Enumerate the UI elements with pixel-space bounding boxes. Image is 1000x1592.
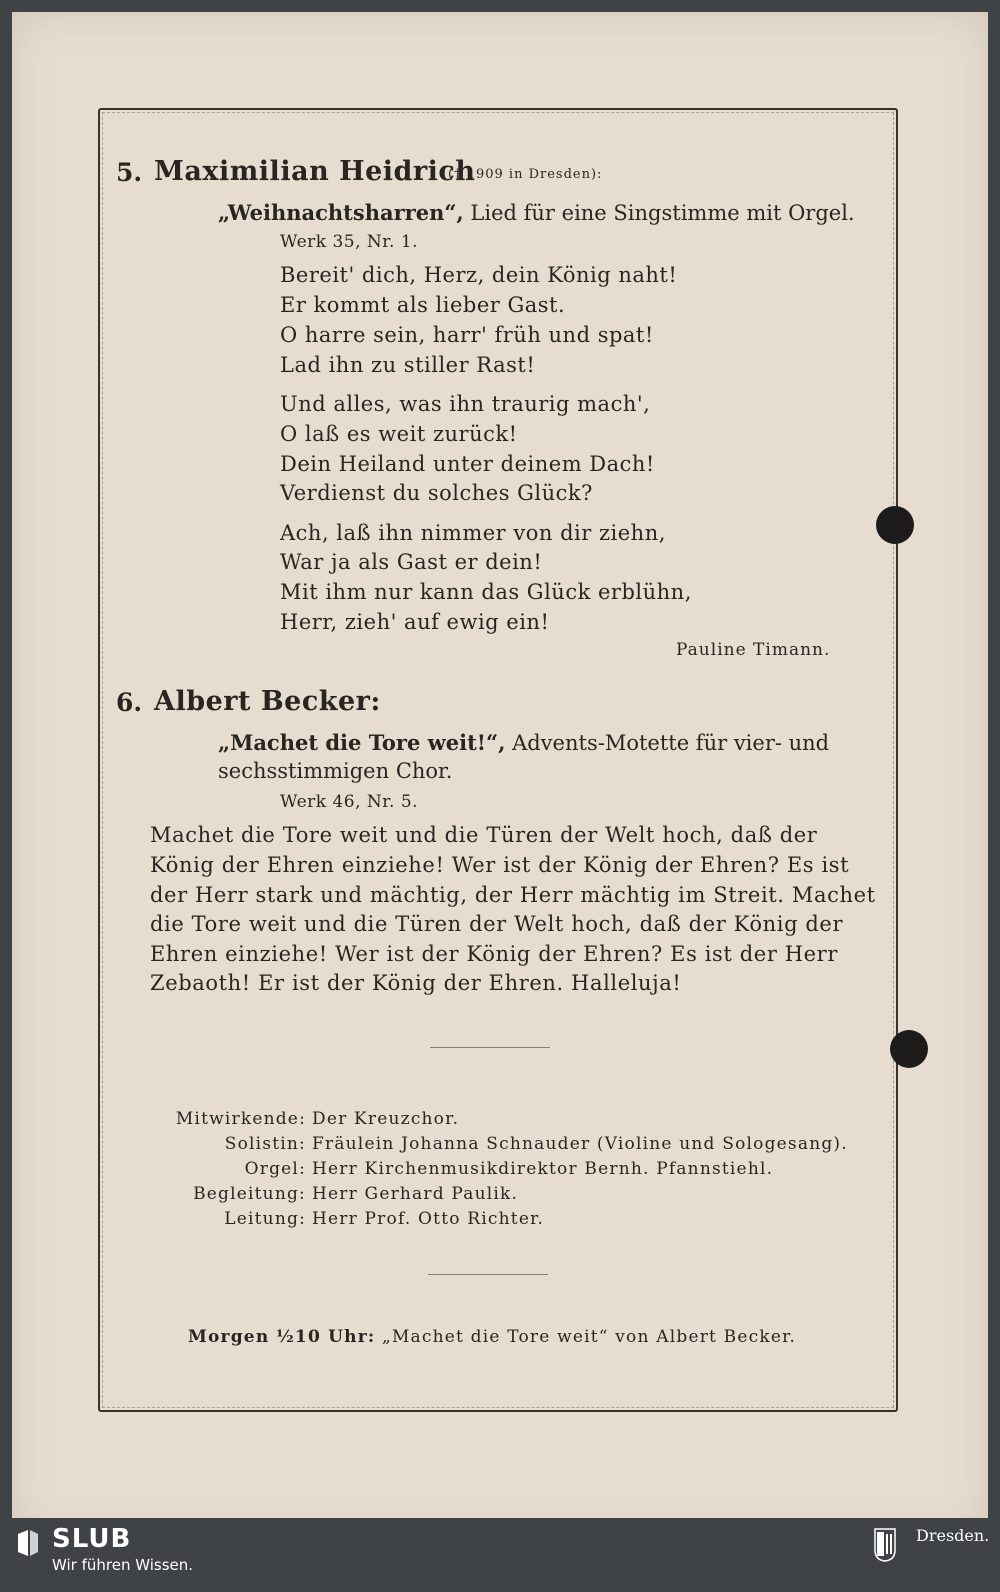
divider (430, 1047, 550, 1048)
verse-line: Herr, zieh' auf ewig ein! (280, 610, 550, 634)
slub-logo-icon (16, 1528, 40, 1558)
announcement-text: „Machet die Tore weit“ von Albert Becker. (381, 1327, 797, 1347)
opus-number: Werk 46, Nr. 5. (280, 792, 419, 812)
verse-line: Ach, laß ihn nimmer von dir ziehn, (280, 521, 666, 545)
work-title-line (218, 730, 829, 755)
work-title: „Machet die Tore weit!“, (218, 730, 506, 755)
announcement (188, 1327, 796, 1347)
verse-line: O harre sein, harr' früh und spat! (280, 323, 654, 347)
motet-text-line: der Herr stark und mächtig, der Herr mächtig im Streit. Machet (150, 883, 876, 907)
motet-text-line: Machet die Tore weit und die Türen der Welt hoch, daß der (150, 823, 818, 847)
credit-label: Solistin: (224, 1134, 306, 1154)
section-number: 5. (116, 158, 143, 187)
library-name: SLUB (52, 1524, 132, 1554)
library-tagline: Wir führen Wissen. (52, 1556, 194, 1574)
credit-label: Leitung: (224, 1209, 306, 1229)
work-title-line (218, 200, 855, 225)
verse-line: Er kommt als lieber Gast. (280, 293, 566, 317)
credit-value: Der Kreuzchor. (312, 1109, 460, 1129)
work-subtitle-continued: sechsstimmigen Chor. (218, 759, 453, 783)
footer-bar (0, 1518, 1000, 1592)
composer-note: († 1909 in Dresden): (448, 167, 603, 182)
section-number: 6. (116, 688, 143, 717)
city-crest-icon (874, 1528, 896, 1562)
verse-line: Dein Heiland unter deinem Dach! (280, 452, 655, 476)
verse-line: Mit ihm nur kann das Glück erblühn, (280, 580, 692, 604)
credit-label: Orgel: (244, 1159, 306, 1179)
credit-value: Herr Gerhard Paulik. (312, 1184, 519, 1204)
verse-line: Lad ihn zu stiller Rast! (280, 353, 536, 377)
motet-text-line: Zebaoth! Er ist der König der Ehren. Halleluja! (150, 971, 682, 995)
credit-label: Begleitung: (193, 1184, 306, 1204)
motet-text-line: König der Ehren einziehe! Wer ist der König der Ehren? Es ist (150, 853, 850, 877)
divider (428, 1274, 548, 1275)
composer-name: Maximilian Heidrich (154, 156, 476, 187)
work-subtitle: Lied für eine Singstimme mit Orgel. (470, 201, 855, 225)
work-subtitle: Advents-Motette für vier- und (512, 731, 830, 755)
motet-text-line: Ehren einziehe! Wer ist der König der Ehren? Es ist der Herr (150, 942, 838, 966)
announcement-prefix: Morgen (188, 1327, 270, 1347)
program-page (12, 12, 988, 1534)
opus-number: Werk 35, Nr. 1. (280, 232, 419, 252)
credit-value: Fräulein Johanna Schnauder (Violine und Sologesang). (312, 1134, 848, 1154)
verse-line: Bereit' dich, Herz, dein König naht! (280, 263, 678, 287)
lyricist-name: Pauline Timann. (676, 640, 831, 660)
credit-value: Herr Prof. Otto Richter. (312, 1209, 545, 1229)
city-name: Dresden. (916, 1526, 990, 1545)
motet-text-line: die Tore weit und die Türen der Welt hoch, daß der König der (150, 912, 844, 936)
verse-line: Und alles, was ihn traurig mach', (280, 392, 651, 416)
verse-line: O laß es weit zurück! (280, 422, 518, 446)
announcement-time: ½10 Uhr: (276, 1327, 376, 1347)
verse-line: Verdienst du solches Glück? (280, 481, 593, 505)
credit-value: Herr Kirchenmusikdirektor Bernh. Pfannstiehl. (312, 1159, 774, 1179)
punch-hole (876, 506, 914, 544)
work-title: „Weihnachtsharren“, (218, 200, 464, 225)
composer-name: Albert Becker: (154, 686, 381, 717)
verse-line: War ja als Gast er dein! (280, 550, 543, 574)
credit-label: Mitwirkende: (175, 1109, 306, 1129)
punch-hole (890, 1030, 928, 1068)
